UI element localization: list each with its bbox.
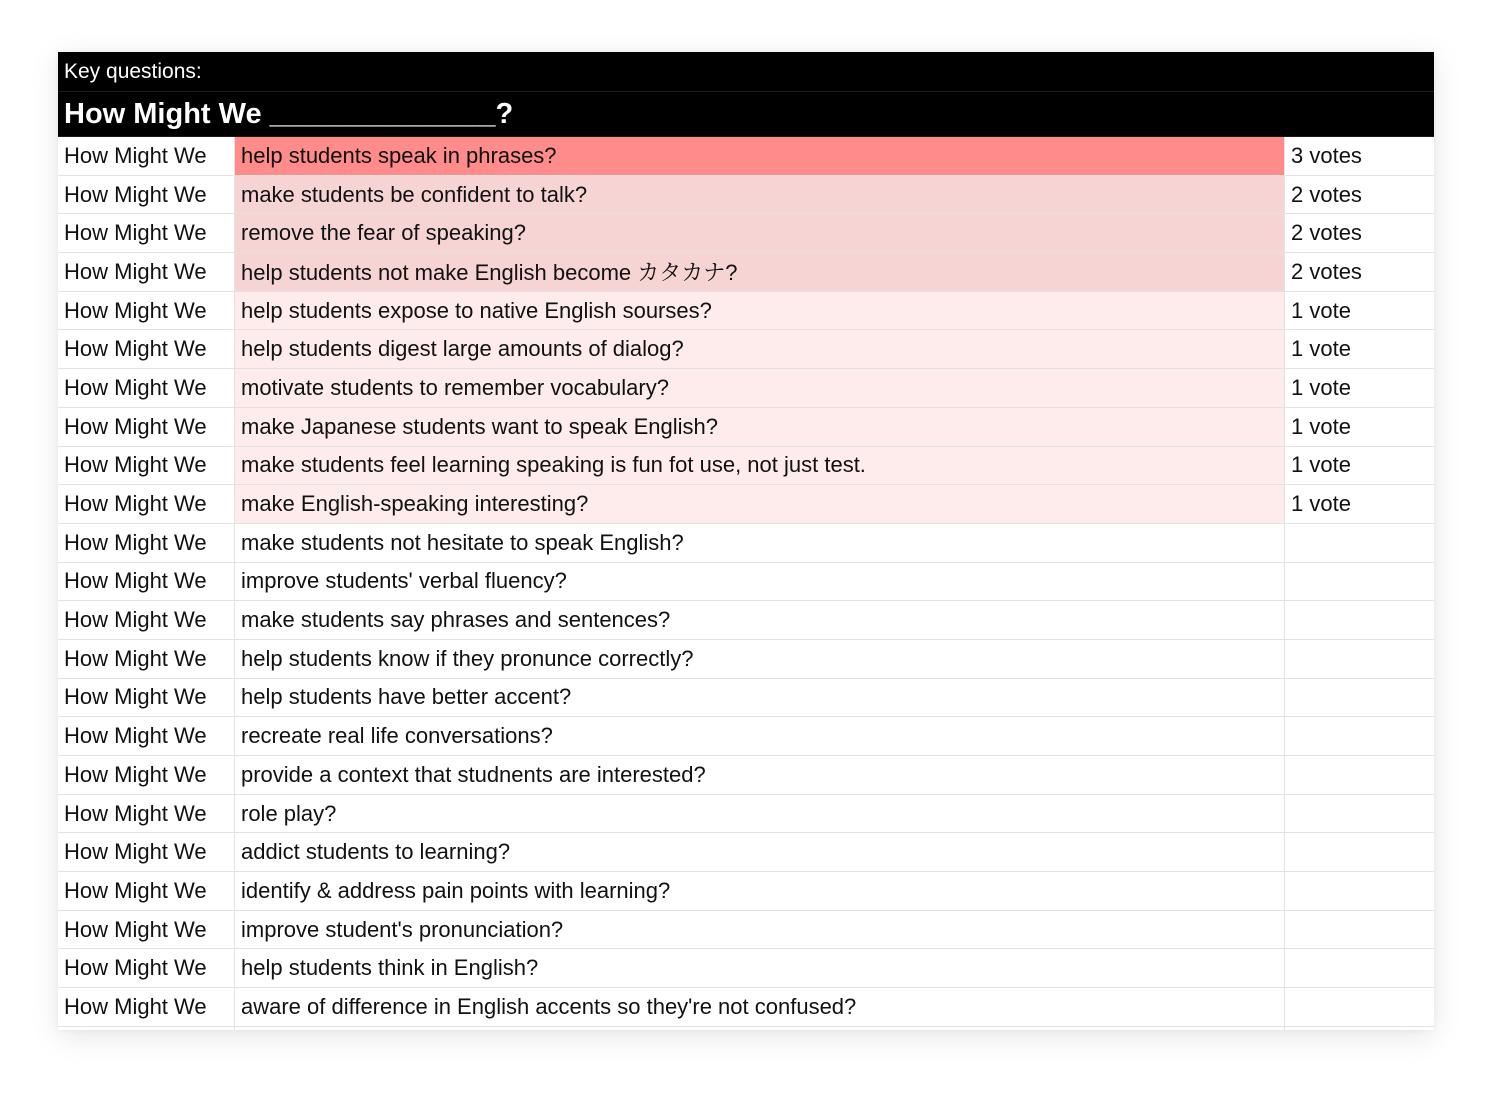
prefix-cell[interactable]: How Might We: [58, 949, 235, 987]
votes-cell[interactable]: [1285, 911, 1434, 949]
prefix-cell[interactable]: How Might We: [58, 911, 235, 949]
prefix-cell[interactable]: How Might We: [58, 330, 235, 368]
votes-cell[interactable]: [1285, 563, 1434, 601]
table-row: [58, 292, 1434, 331]
votes-cell[interactable]: 3 votes: [1291, 142, 1362, 168]
question-cell[interactable]: help students speak in phrases?: [235, 137, 1285, 175]
votes-cell[interactable]: 1 vote: [1291, 297, 1351, 323]
prefix-cell[interactable]: How Might We: [58, 447, 235, 485]
question-cell[interactable]: make students say phrases and sentences?: [235, 601, 1285, 639]
table-row: [58, 988, 1434, 1027]
votes-cell[interactable]: [1285, 756, 1434, 794]
question-cell[interactable]: remove the fear of speaking?: [235, 214, 1285, 252]
prefix-cell[interactable]: How Might We: [58, 137, 235, 175]
sheet-title[interactable]: How Might We ______________?: [64, 97, 514, 130]
votes-cell[interactable]: [1285, 717, 1434, 755]
table-row: [58, 447, 1434, 486]
question-cell[interactable]: role play?: [235, 795, 1285, 833]
hmw-sheet: [58, 52, 1434, 1030]
votes-cell[interactable]: 1 vote: [1291, 452, 1351, 478]
question-cell[interactable]: make students not hesitate to speak English?: [235, 524, 1285, 562]
question-cell[interactable]: make Japanese students want to speak English?: [235, 408, 1285, 446]
prefix-cell[interactable]: How Might We: [58, 214, 235, 252]
prefix-cell[interactable]: How Might We: [58, 176, 235, 214]
question-cell[interactable]: help students not make English become カタカナ?: [235, 253, 1285, 291]
table-row: [58, 601, 1434, 640]
question-cell[interactable]: aware of difference in English accents so they're not confused?: [235, 988, 1285, 1026]
table-row: [58, 524, 1434, 563]
question-cell[interactable]: addict students to learning?: [235, 833, 1285, 871]
votes-cell[interactable]: [1285, 988, 1434, 1026]
votes-cell[interactable]: 1 vote: [1291, 491, 1351, 517]
question-cell[interactable]: make students feel learning speaking is fun fot use, not just test.: [235, 447, 1285, 485]
table-row: [58, 369, 1434, 408]
question-cell[interactable]: help students think in English?: [235, 949, 1285, 987]
table-row: [58, 1027, 1434, 1030]
votes-cell[interactable]: 1 vote: [1291, 374, 1351, 400]
prefix-cell[interactable]: How Might We: [58, 872, 235, 910]
table-row: [58, 563, 1434, 602]
prefix-cell[interactable]: How Might We: [58, 253, 235, 291]
votes-cell[interactable]: 1 vote: [1291, 336, 1351, 362]
prefix-cell[interactable]: How Might We: [58, 408, 235, 446]
votes-cell[interactable]: 2 votes: [1291, 220, 1362, 246]
prefix-cell[interactable]: How Might We: [58, 563, 235, 601]
question-cell[interactable]: identify & address pain points with learning?: [235, 872, 1285, 910]
question-cell[interactable]: help students expose to native English sourses?: [235, 292, 1285, 330]
votes-cell[interactable]: [1285, 833, 1434, 871]
prefix-cell[interactable]: How Might We: [58, 640, 235, 678]
table-row: [58, 253, 1434, 292]
votes-cell[interactable]: [1285, 640, 1434, 678]
question-cell[interactable]: make students be confident to talk?: [235, 176, 1285, 214]
votes-cell[interactable]: [1285, 872, 1434, 910]
question-cell[interactable]: [235, 1027, 1285, 1030]
prefix-cell[interactable]: How Might We: [58, 524, 235, 562]
question-cell[interactable]: provide a context that studnents are interested?: [235, 756, 1285, 794]
prefix-cell[interactable]: How Might We: [58, 369, 235, 407]
table-row: [58, 911, 1434, 950]
header-row-key-questions: [58, 52, 1434, 92]
table-row: [58, 408, 1434, 447]
votes-cell[interactable]: 2 votes: [1291, 258, 1362, 284]
table-row: [58, 640, 1434, 679]
prefix-cell[interactable]: How Might We: [58, 485, 235, 523]
question-cell[interactable]: recreate real life conversations?: [235, 717, 1285, 755]
table-row: [58, 949, 1434, 988]
prefix-cell[interactable]: [58, 1027, 235, 1030]
table-row: [58, 137, 1434, 176]
question-cell[interactable]: improve student's pronunciation?: [235, 911, 1285, 949]
votes-cell[interactable]: [1285, 679, 1434, 717]
table-row: [58, 756, 1434, 795]
votes-cell[interactable]: [1285, 795, 1434, 833]
table-row: [58, 872, 1434, 911]
header-row-title: [58, 92, 1434, 137]
question-cell[interactable]: help students have better accent?: [235, 679, 1285, 717]
key-questions-label[interactable]: Key questions:: [64, 59, 202, 83]
table-row: [58, 833, 1434, 872]
table-row: [58, 214, 1434, 253]
prefix-cell[interactable]: How Might We: [58, 756, 235, 794]
prefix-cell[interactable]: How Might We: [58, 601, 235, 639]
votes-cell[interactable]: [1285, 1027, 1434, 1030]
spreadsheet-frame: [58, 52, 1434, 1030]
votes-cell[interactable]: [1285, 524, 1434, 562]
votes-cell[interactable]: [1285, 949, 1434, 987]
question-cell[interactable]: improve students' verbal fluency?: [235, 563, 1285, 601]
table-row: [58, 679, 1434, 718]
question-cell[interactable]: help students digest large amounts of dialog?: [235, 330, 1285, 368]
votes-cell[interactable]: 2 votes: [1291, 181, 1362, 207]
prefix-cell[interactable]: How Might We: [58, 292, 235, 330]
table-row: [58, 485, 1434, 524]
table-row: [58, 330, 1434, 369]
table-row: [58, 176, 1434, 215]
prefix-cell[interactable]: How Might We: [58, 988, 235, 1026]
question-cell[interactable]: make English-speaking interesting?: [235, 485, 1285, 523]
votes-cell[interactable]: 1 vote: [1291, 413, 1351, 439]
prefix-cell[interactable]: How Might We: [58, 795, 235, 833]
prefix-cell[interactable]: How Might We: [58, 833, 235, 871]
prefix-cell[interactable]: How Might We: [58, 679, 235, 717]
votes-cell[interactable]: [1285, 601, 1434, 639]
table-row: [58, 795, 1434, 834]
question-cell[interactable]: help students know if they pronunce correctly?: [235, 640, 1285, 678]
prefix-cell[interactable]: How Might We: [58, 717, 235, 755]
table-row: [58, 717, 1434, 756]
question-cell[interactable]: motivate students to remember vocabulary?: [235, 369, 1285, 407]
